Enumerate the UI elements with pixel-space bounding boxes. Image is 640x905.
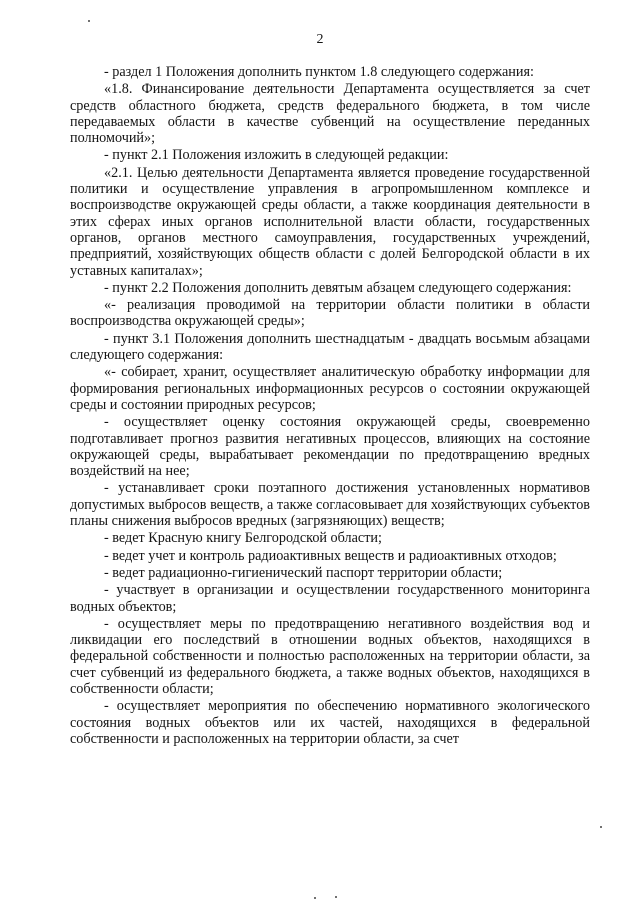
paragraph-clause-2-1: «2.1. Целью деятельности Департамента является проведение государственной политики и осуществление управления в агропромышленном комплексе и воспроизводстве окружающей среды области, а также координация деятельности в этих сферах иных органов исполнительной власти области, государственных органов, органов местного самоуправления, государственных учреждений, предприятий, хозяйствующих обществ области с долей Белгородской области в их уставных капиталах»; [70,164,590,279]
paragraph-item-water-ecology: - осуществляет мероприятия по обеспечению нормативного экологического состояния водных объектов или их частей, находящихся в федеральной собственности и расположенных на территории области, за счет [70,698,590,747]
paragraph-item-red-book: - ведет Красную книгу Белгородской области; [104,530,382,547]
scan-speck [88,20,90,22]
paragraph-clause-2-2-item: «- реализация проводимой на территории области политики в области воспроизводства окружающей среды»; [70,297,590,330]
paragraph-amend-clause-3-1: - пункт 3.1 Положения дополнить шестнадцатым - двадцать восьмым абзацами следующего содержания: [70,330,590,364]
paragraph-item-information: «- собирает, хранит, осуществляет аналитическую обработку информации для формирования региональных информационных ресурсов о состоянии окружающей среды и состоянии природных ресурсов; [70,364,590,413]
paragraph-amend-section-1: - раздел 1 Положения дополнить пунктом 1.8 следующего содержания: [104,64,534,80]
paragraph-amend-clause-2-1: - пункт 2.1 Положения изложить в следующей редакции: [104,147,449,164]
paragraph-amend-clause-2-2: - пункт 2.2 Положения дополнить девятым абзацем следующего содержания: [104,279,572,296]
page-number: 2 [316,32,324,47]
scan-speck [314,897,316,899]
document-body [70,64,590,748]
paragraph-item-radiation-passport: - ведет радиационно-гигиенический паспорт территории области; [104,564,503,581]
scan-speck [335,896,337,898]
paragraph-item-water-monitoring: - участвует в организации и осуществлении государственного мониторинга водных объектов; [70,582,590,615]
paragraph-item-radioactive: - ведет учет и контроль радиоактивных веществ и радиоактивных отходов; [104,547,557,564]
paragraph-clause-1-8: «1.8. Финансирование деятельности Департамента осуществляется за счет средств областного бюджета, средств федерального бюджета, в том числе передаваемых области в качестве субвенций на осуществление переданных полномочий»; [70,81,590,147]
paragraph-item-emission-limits: - устанавливает сроки поэтапного достижения установленных нормативов допустимых выбросов веществ, а также согласовывает для хозяйствующих субъектов планы снижения выбросов вредных (загрязняющих) веществ; [70,480,590,530]
paragraph-item-water-protection: - осуществляет меры по предотвращению негативного воздействия вод и ликвидации его последствий в отношении водных объектов, находящихся в федеральной собственности и полностью расположенных на территории области, за счет субвенций из федерального бюджета, а также водных объектов, находящихся в собственности области; [70,615,590,697]
scan-speck [600,826,602,828]
paragraph-item-assessment: - осуществляет оценку состояния окружающей среды, своевременно подготавливает прогноз развития негативных процессов, влияющих на состояние окружающей среды, вырабатывает рекомендации по предотвращению вредных воздействий на нее; [70,414,590,480]
